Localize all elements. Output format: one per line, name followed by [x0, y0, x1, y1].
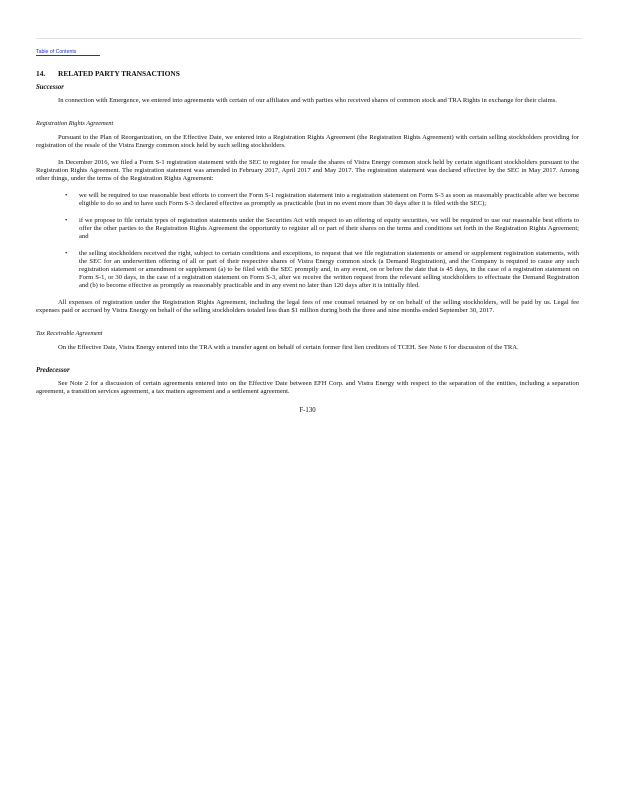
section-number: 14.: [36, 69, 46, 78]
document-body: [36, 64, 579, 415]
top-divider: [36, 38, 582, 39]
list-item: • we will be required to use reasonable best efforts to convert the Form S-1 registration statement into a registration statement on Form S-3 as soon as reasonably practicable after we become eligible to do so and to have such Form S-3 declared effective as promptly as practicable (but in no event more than 30 days after it is filed with the SEC);: [65, 192, 579, 207]
list-item: • the selling stockholders received the right, subject to certain conditions and exceptions, to request that we file registration statements or amend or supplement registration statements, with the SEC for an underwritten offering of all or part of their respective shares of Vistra Energy common stock (a Demand Registration), and the Company is required to cause any such registration statement or amendment or supplement (a) to be filed with the SEC promptly and, in any event, on or before the date that is 45 days, in the case of a registration statement on Form S-1, or 30 days, in the case of a registration statement on Form S-3, after we receive the written request from the relevant selling stockholders to effectuate the Demand Registration and (b) to become effective as promptly as reasonably practicable and in any event no later than 120 days after it is initially filed.: [65, 250, 579, 289]
section-heading: [36, 69, 579, 78]
successor-intro: In connection with Emergence, we entered into agreements with certain of our affiliates and with parties who received shares of common stock and TRA Rights in exchange for their claims.: [58, 97, 557, 104]
predecessor-heading: Predecessor: [36, 367, 70, 374]
table-of-contents-link[interactable]: Table of Contents: [36, 49, 100, 56]
registration-terms-list: [36, 192, 579, 290]
registration-paragraph-1: Pursuant to the Plan of Reorganization, on the Effective Date, we entered into a Registration Rights Agreement (the Registration Rights Agreement) with certain selling stockholders providing for registration of the resale of the Vistra Energy common stock held by such selling stockholders.: [36, 134, 579, 149]
registration-paragraph-3: All expenses of registration under the Registration Rights Agreement, including the legal fees of one counsel retained by or on behalf of the selling stockholders, will be paid by us. Legal fee expenses paid or accrued by Vistra Energy on behalf of the selling stockholders totaled less than $1 million during both the three and nine months ended September 30, 2017.: [36, 299, 579, 314]
section-title: RELATED PARTY TRANSACTIONS: [58, 69, 180, 78]
registration-paragraph-2: In December 2016, we filed a Form S-1 registration statement with the SEC to register for resale the shares of Vistra Energy common stock held by certain significant stockholders pursuant to the Registration Rights Agreement. The registration statement was amended in February 2017, April 2017 and May 2017. The registration statement was declared effective by the SEC in May 2017. Among other things, under the terms of the Registration Rights Agreement:: [36, 159, 579, 182]
successor-heading: Successor: [36, 84, 64, 91]
page-number: F-130: [299, 407, 316, 414]
predecessor-paragraph: See Note 2 for a discussion of certain agreements entered into on the Effective Date between EFH Corp. and Vistra Energy with respect to the separation of the entities, including a separation agreement, a transition services agreement, a tax matters agreement and a settlement agreement.: [36, 380, 579, 395]
list-item: • if we propose to file certain types of registration statements under the Securities Act with respect to an offering of equity securities, we will be required to use our reasonable best efforts to offer the other parties to the Registration Rights Agreement the opportunity to register all or part of their shares on the terms and conditions set forth in the Registration Rights Agreement; and: [65, 217, 579, 240]
registration-rights-heading: Registration Rights Agreement: [36, 120, 114, 127]
tax-paragraph: On the Effective Date, Vistra Energy entered into the TRA with a transfer agent on behalf of certain former first lien creditors of TCEH. See Note 6 for discussion of the TRA.: [58, 344, 519, 351]
tax-receivable-heading: Tax Receivable Agreement: [36, 330, 103, 337]
